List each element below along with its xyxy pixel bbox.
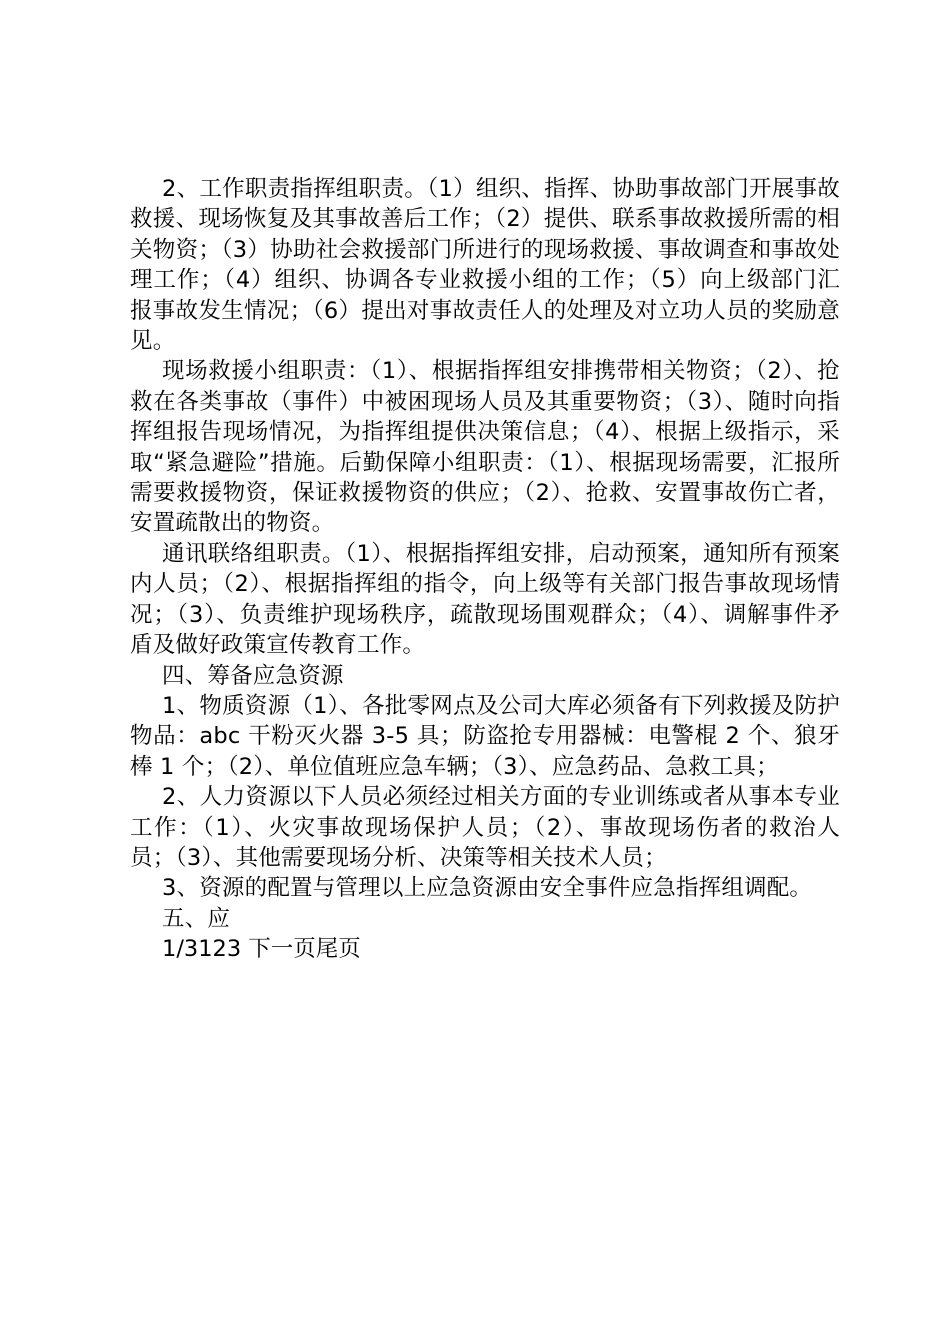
section-heading-truncated: 五、应	[162, 905, 231, 932]
paragraph-duties-rescue: 现场救援小组职责：（1）、根据指挥组安排携带相关物资；（2）、抢救在各类事故（事件）中被困现场人员及其重要物资；（3）、随时向指挥组报告现场情况，为指挥组提供决策信息；（4）、根据上级指示，采取“紧急避险”措施。后勤保障小组职责：（1）、根据现场需要，汇报所需要救援物资，保证救援物资的供应；（2）、抢救、安置事故伤亡者，安置疏散出的物资。	[130, 358, 840, 537]
paragraph-material-resources: 1、物质资源（1）、各批零网点及公司大库必须备有下列救援及防护物品：abc 干粉灭火器 3-5 具；防盗抢专用器械：电警棍 2 个、狼牙棒 1 个；（2）、单位值班应急车辆；（3）、应急药品、急救工具；	[130, 692, 840, 780]
paragraph-duties-command: 2、工作职责指挥组职责。（1）组织、指挥、协助事故部门开展事故救援、现场恢复及其事故善后工作；（2）提供、联系事故救援所需的相关物资；（3）协助社会救援部门所进行的现场救援、事故调查和事故处理工作；（4）组织、协调各专业救援小组的工作；（5）向上级部门汇报事故发生情况；（6）提出对事故责任人的处理及对立功人员的奖励意见。	[130, 176, 840, 355]
paragraph-resource-allocation: 3、资源的配置与管理以上应急资源由安全事件应急指挥组调配。	[162, 875, 813, 902]
document-page	[130, 174, 840, 965]
section-heading-resources: 四、筹备应急资源	[162, 662, 344, 689]
page-navigation[interactable]: 1/3123 下一页尾页	[162, 936, 361, 963]
paragraph-duties-communication: 通讯联络组职责。（1）、根据指挥组安排，启动预案，通知所有预案内人员；（2）、根据指挥组的指令，向上级等有关部门报告事故现场情况；（3）、负责维护现场秩序，疏散现场围观群众；（4）、调解事件矛盾及做好政策宣传教育工作。	[130, 540, 840, 659]
paragraph-human-resources: 2、人力资源以下人员必须经过相关方面的专业训练或者从事本专业工作：（1）、火灾事故现场保护人员；（2）、事故现场伤者的救治人员；（3）、其他需要现场分析、决策等相关技术人员；	[130, 784, 840, 871]
